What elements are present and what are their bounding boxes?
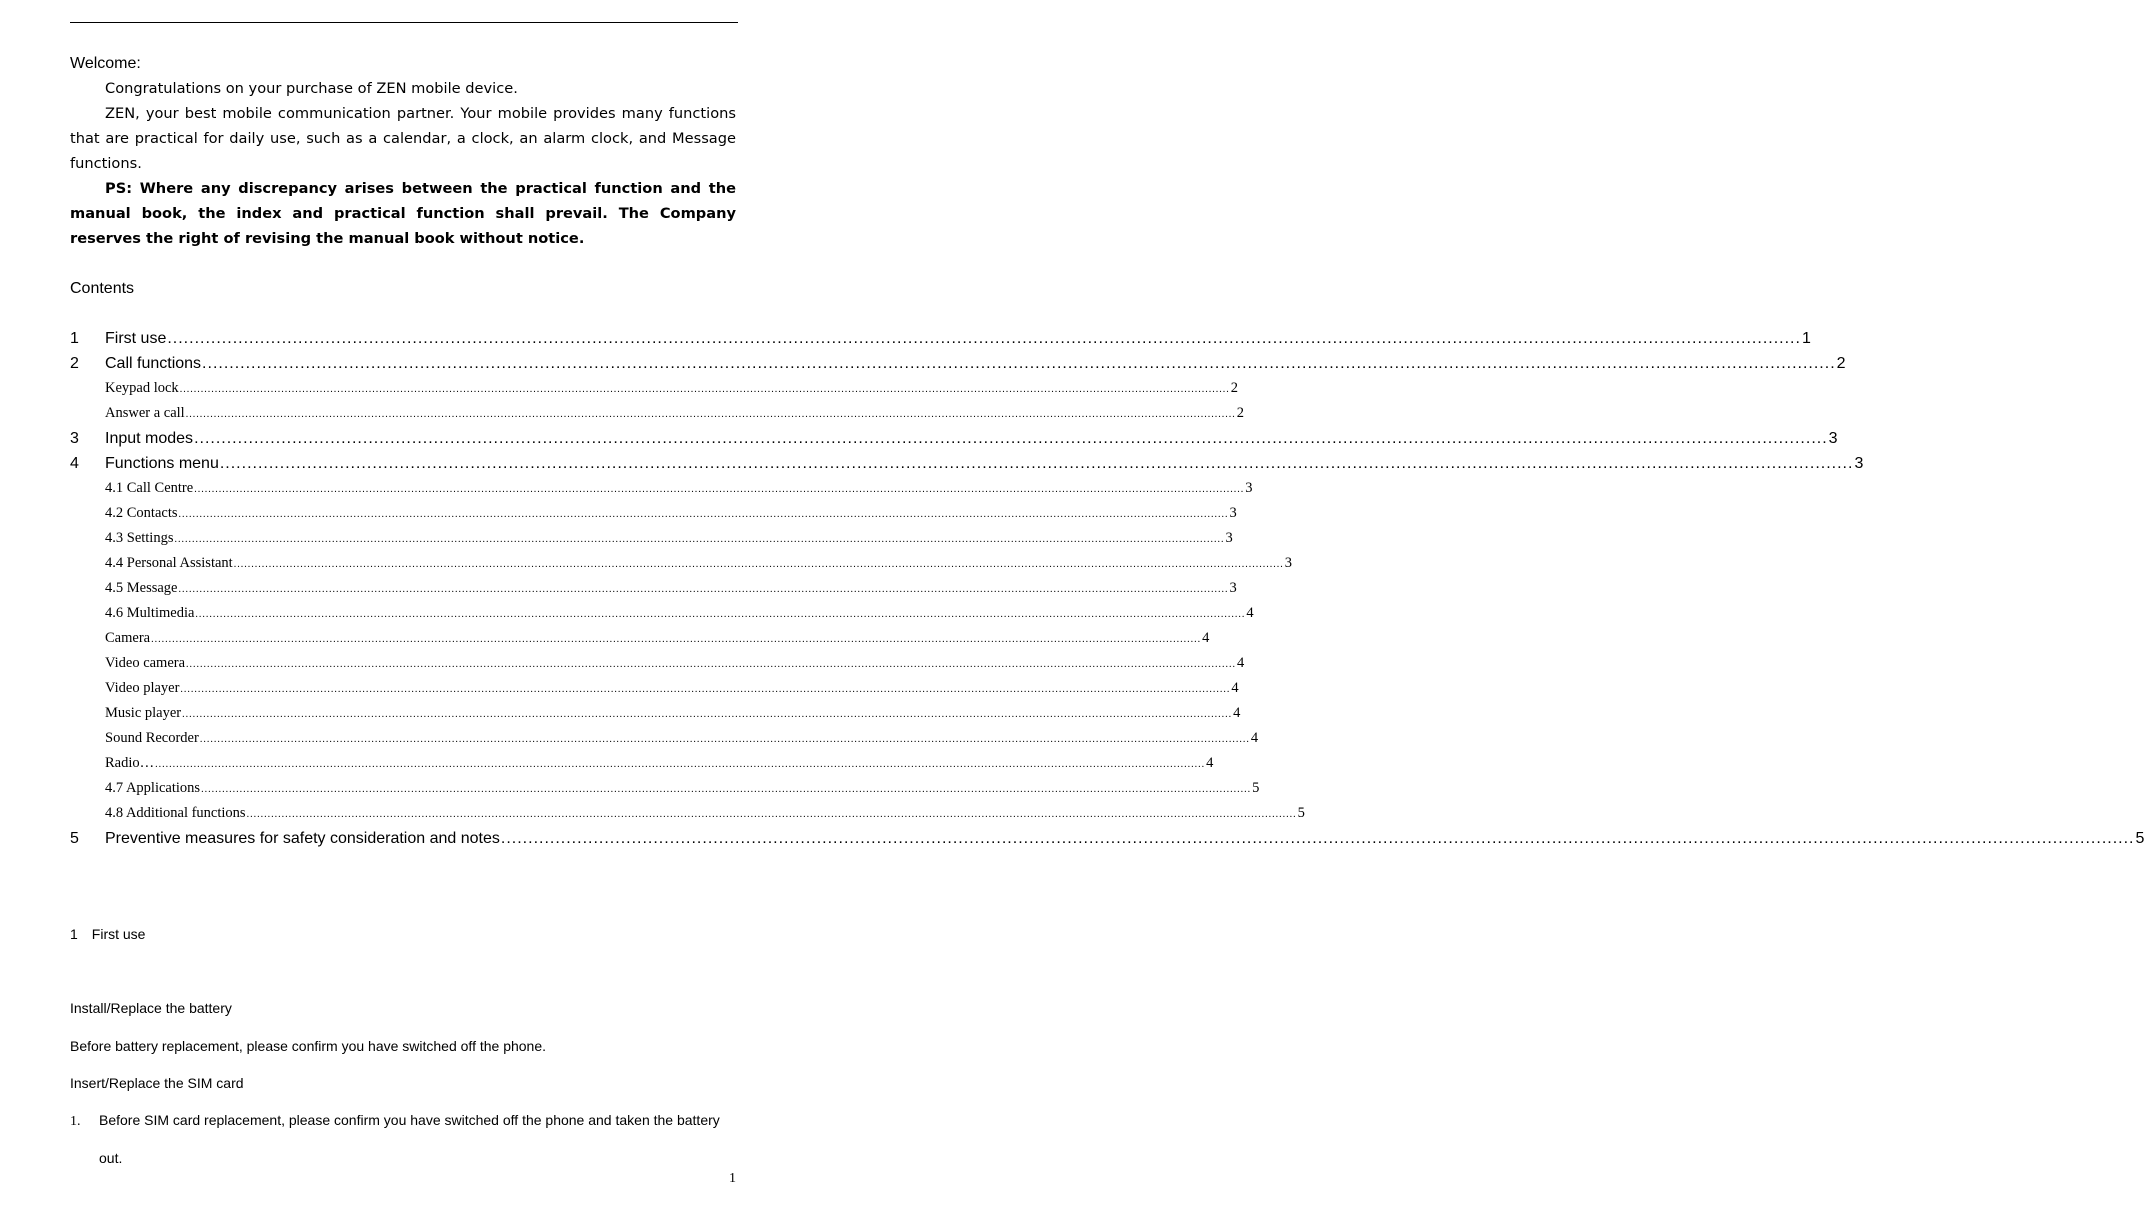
toc-leader-dots: ............................................................................................................................................................................................................................................................................................................ [194, 430, 1828, 447]
toc-entry-page: 3 [1284, 555, 1292, 571]
battery-text: Before battery replacement, please confirm you have switched off the phone. [70, 1038, 547, 1054]
toc-leader-dots: ............................................................................................................................................................................................................................................................................................................ [186, 659, 1237, 670]
sim-list-item [70, 1110, 736, 1132]
toc-subentry[interactable] [70, 401, 1244, 426]
toc-leader-dots: ............................................................................................................................................................................................................................................................................................................ [174, 534, 1225, 545]
toc-leader-dots: ............................................................................................................................................................................................................................................................................................................ [178, 509, 1229, 520]
toc-leader-dots: ............................................................................................................................................................................................................................................................................................................ [185, 409, 1236, 420]
toc-entry-page: 3 [1229, 505, 1237, 521]
toc-leader-dots: ............................................................................................................................................................................................................................................................................................................ [151, 634, 1202, 645]
battery-heading: Install/Replace the battery [70, 1000, 232, 1016]
toc-entry-page: 4 [1250, 730, 1259, 746]
section-1-title: First use [91, 926, 146, 942]
toc-subentry[interactable] [70, 751, 1214, 776]
toc-subentry[interactable] [70, 701, 1241, 726]
toc-entry-page: 2 [1236, 405, 1244, 421]
page-number: 1 [729, 1171, 736, 1186]
toc-leader-dots: ............................................................................................................................................................................................................................................................................................................ [179, 384, 1230, 395]
sim-list-text: Before SIM card replacement, please confirm you have switched off the phone and taken the battery [99, 1112, 720, 1128]
disclaimer-text: PS: Where any discrepancy arises between the practical function and the manual book, the index and practical function shall prevail. The Company reserves the right of revising the manual book without notice. [70, 180, 736, 247]
toc-entry-page: 3 [1229, 580, 1237, 596]
toc-entry[interactable] [70, 326, 1811, 351]
intro-paragraph-2 [70, 101, 736, 176]
toc-subentry[interactable] [70, 601, 1254, 626]
toc-subentry[interactable] [70, 801, 1305, 826]
sim-list-number: 1. [70, 1114, 81, 1129]
toc-leader-dots: ............................................................................................................................................................................................................................................................................................................ [178, 584, 1229, 595]
toc-entry-page: 5 [1252, 780, 1260, 796]
toc-subentry[interactable] [70, 726, 1259, 751]
section-1-number: 1 [70, 926, 78, 942]
sim-list-continuation: out. [99, 1150, 123, 1166]
toc-entry-title: Answer a call [105, 405, 185, 421]
toc-entry-title: Music player [105, 705, 182, 721]
toc-subentry[interactable] [70, 651, 1245, 676]
toc-entry-page: 4 [1246, 605, 1254, 621]
toc-subentry[interactable] [70, 676, 1239, 701]
toc-subentry[interactable] [70, 476, 1253, 501]
toc-entry-title: Radio… [105, 755, 155, 771]
toc-subentry[interactable] [70, 376, 1238, 401]
intro-paragraph-1 [70, 76, 736, 101]
toc-entry-page: 4 [1237, 655, 1245, 671]
toc-entry-page: 1 [1801, 330, 1811, 347]
toc-entry-title: 4.4 Personal Assistant [105, 555, 233, 571]
toc-entry-title: Preventive measures for safety consideration and notes [105, 830, 500, 847]
toc-leader-dots: ............................................................................................................................................................................................................................................................................................................ [195, 609, 1246, 620]
contents-heading: Contents [70, 280, 135, 297]
toc-entry-title: 4.6 Multimedia [105, 605, 195, 621]
intro-paragraph-2-text: ZEN, your best mobile communication partner. Your mobile provides many functions that are practical for daily use, such as a calendar, a clock, an alarm clock, and Message functions. [70, 105, 736, 172]
toc-leader-dots: ............................................................................................................................................................................................................................................................................................................ [246, 809, 1297, 820]
toc-leader-dots: ............................................................................................................................................................................................................................................................................................................ [182, 709, 1233, 720]
toc-entry-title: Functions menu [105, 455, 219, 472]
toc-entry-title: Input modes [105, 430, 194, 447]
toc-entry-page: 4 [1231, 680, 1239, 696]
toc-entry-title: 4.7 Applications [105, 780, 201, 796]
toc-entry-number: 2 [70, 355, 79, 372]
toc-entry-number: 4 [70, 455, 79, 472]
toc-entry-title: 4.3 Settings [105, 530, 174, 546]
toc-subentry[interactable] [70, 501, 1237, 526]
toc-entry[interactable] [70, 826, 2144, 851]
welcome-heading: Welcome: [70, 55, 141, 72]
toc-leader-dots: ............................................................................................................................................................................................................................................................................................................ [219, 455, 1854, 472]
toc-subentry[interactable] [70, 776, 1260, 801]
toc-entry-number: 3 [70, 430, 79, 447]
toc-entry[interactable] [70, 351, 1846, 376]
toc-entry-page: 4 [1202, 630, 1210, 646]
toc-entry-page: 3 [1828, 430, 1838, 447]
toc-entry-title: Video player [105, 680, 180, 696]
toc-entry-page: 3 [1854, 455, 1864, 472]
toc-entry-page: 2 [1836, 355, 1846, 372]
toc-entry-title: Call functions [105, 355, 202, 372]
toc-leader-dots: ............................................................................................................................................................................................................................................................................................................ [167, 330, 1801, 347]
toc-entry-title: 4.2 Contacts [105, 505, 178, 521]
toc-leader-dots: ............................................................................................................................................................................................................................................................................................................ [201, 784, 1252, 795]
toc-leader-dots: ............................................................................................................................................................................................................................................................................................................ [233, 559, 1284, 570]
toc-subentry[interactable] [70, 576, 1237, 601]
toc-leader-dots: ............................................................................................................................................................................................................................................................................................................ [194, 484, 1245, 495]
intro-paragraph-1-text: Congratulations on your purchase of ZEN mobile device. [105, 80, 518, 97]
disclaimer-paragraph [70, 176, 736, 251]
toc-leader-dots: ............................................................................................................................................................................................................................................................................................................ [202, 355, 1836, 372]
toc-entry-title: First use [105, 330, 167, 347]
toc-subentry[interactable] [70, 551, 1292, 576]
sim-heading: Insert/Replace the SIM card [70, 1075, 244, 1091]
toc-entry-number: 1 [70, 330, 79, 347]
toc-subentry[interactable] [70, 526, 1233, 551]
toc-entry-title: Sound Recorder [105, 730, 199, 746]
toc-entry-page: 4 [1206, 755, 1214, 771]
toc-leader-dots: ............................................................................................................................................................................................................................................................................................................ [180, 684, 1231, 695]
toc-entry-page: 3 [1245, 480, 1253, 496]
toc-leader-dots: ............................................................................................................................................................................................................................................................................................................ [155, 759, 1206, 770]
toc-entry-title: Keypad lock [105, 380, 179, 396]
toc-entry-title: 4.8 Additional functions [105, 805, 246, 821]
toc-entry[interactable] [70, 426, 1838, 451]
toc-entry-page: 5 [1297, 805, 1305, 821]
toc-subentry[interactable] [70, 626, 1210, 651]
header-rule [70, 22, 738, 23]
toc-entry-title: 4.5 Message [105, 580, 178, 596]
toc-entry-number: 5 [70, 830, 79, 847]
toc-entry-title: Camera [105, 630, 151, 646]
toc-entry-page: 3 [1225, 530, 1233, 546]
section-1-heading [70, 924, 736, 944]
toc-entry-page: 5 [2135, 830, 2144, 847]
toc-entry-title: 4.1 Call Centre [105, 480, 194, 496]
toc-leader-dots: ............................................................................................................................................................................................................................................................................................................ [199, 734, 1250, 745]
toc-leader-dots: ............................................................................................................................................................................................................................................................................................................ [500, 830, 2135, 847]
toc-entry-title: Video camera [105, 655, 186, 671]
toc-entry[interactable] [70, 451, 1864, 476]
toc-entry-page: 2 [1230, 380, 1238, 396]
toc-entry-page: 4 [1233, 705, 1241, 721]
